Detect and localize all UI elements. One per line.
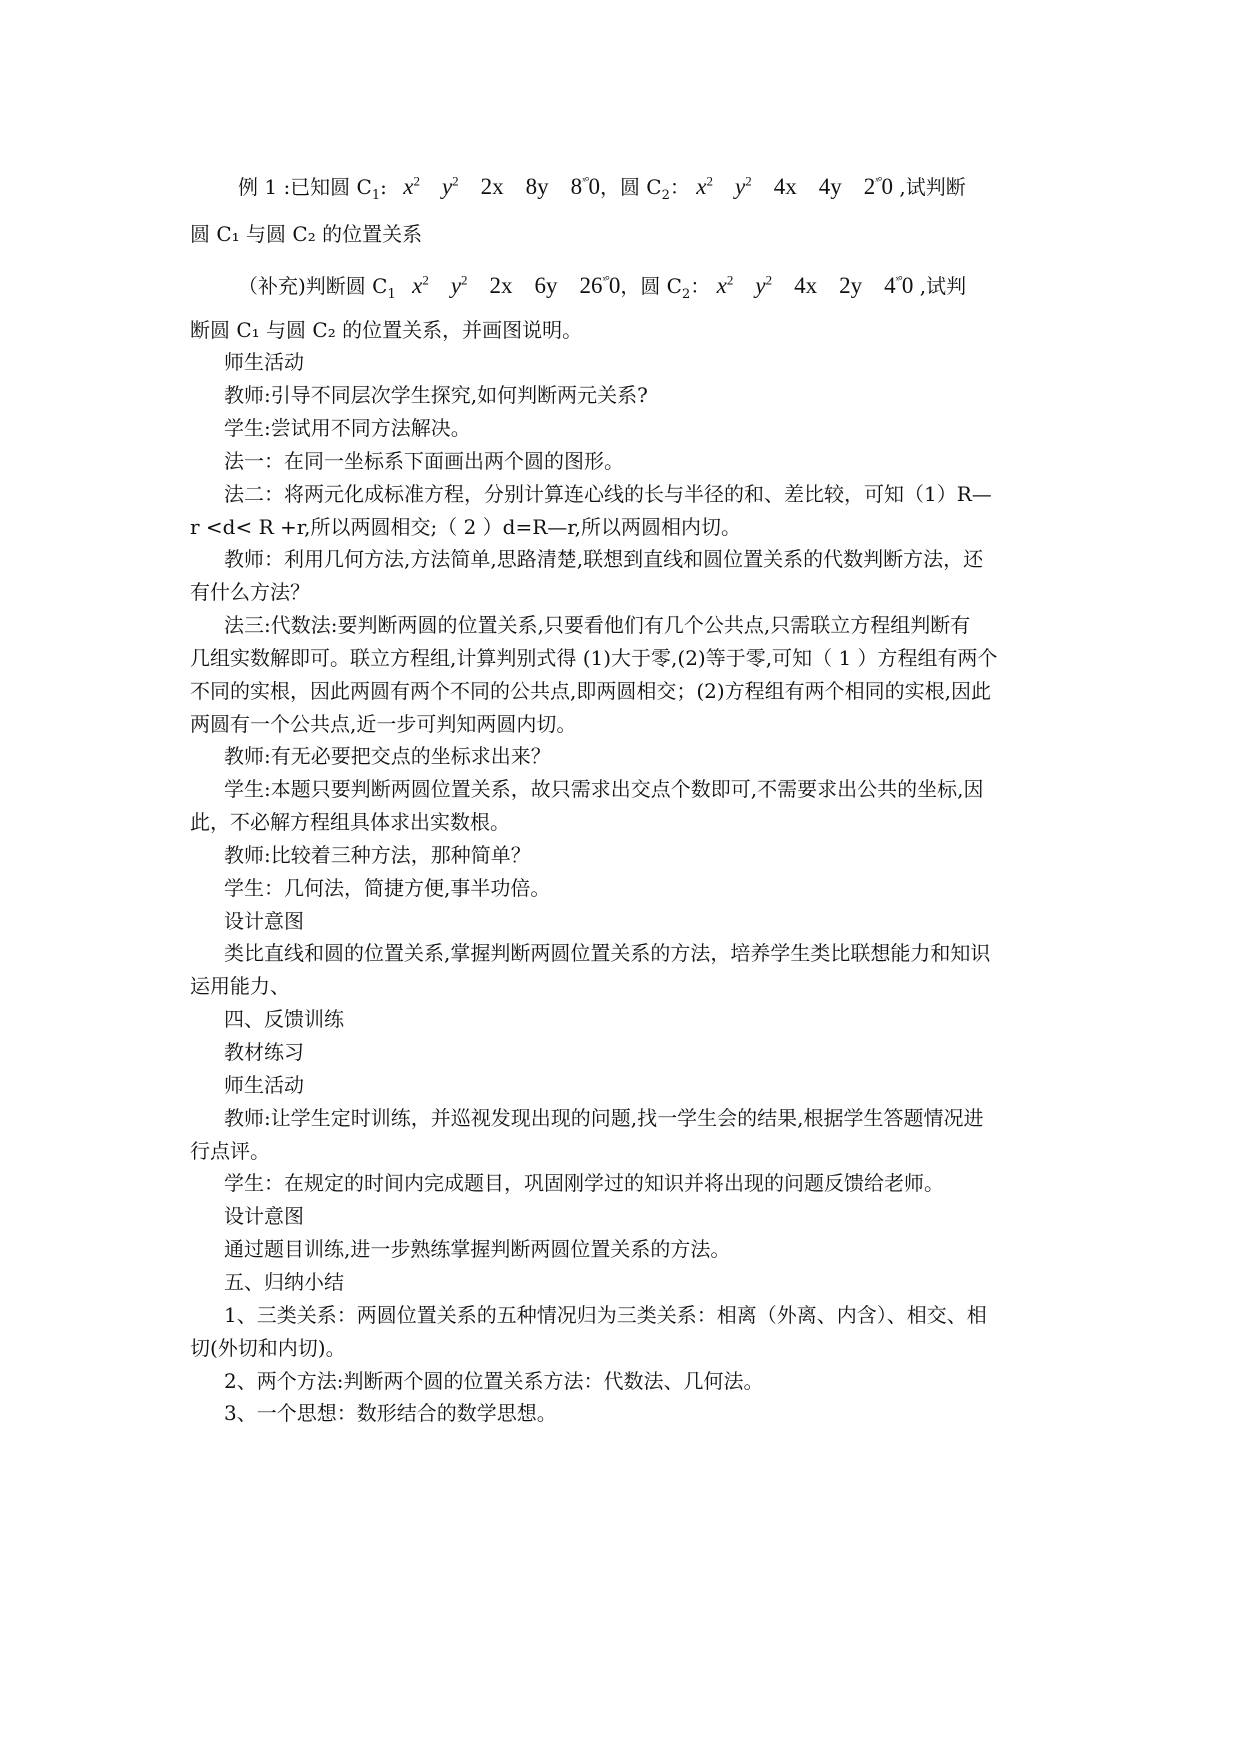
- c2-colon: ：: [690, 274, 711, 298]
- circle-c1-equation: [412, 273, 620, 298]
- paragraph-line: 师生活动: [224, 350, 304, 374]
- supplement-mid: ，圆 C: [620, 274, 682, 298]
- paragraph-line: 教材练习: [224, 1040, 304, 1064]
- paragraph-line: 教师:让学生定时训练，并巡视发现出现的问题,找一学生会的结果,根据学生答题情况进: [224, 1106, 984, 1130]
- section-heading: 四、反馈训练: [224, 1007, 344, 1031]
- term: 8y: [525, 174, 549, 199]
- example-1-line: [238, 166, 966, 211]
- example-1-line-2: 圆 C₁ 与圆 C₂ 的位置关系: [190, 222, 423, 246]
- term: 26: [579, 273, 603, 298]
- exponent: 2: [706, 173, 713, 189]
- c1-subscript: 1: [387, 287, 396, 302]
- term: y: [755, 273, 766, 298]
- zero: 0: [588, 174, 600, 199]
- supplement-line: [238, 265, 966, 310]
- paragraph-line: 学生:尝试用不同方法解决。: [224, 416, 471, 440]
- paragraph-line: 3、一个思想：数形结合的数学思想。: [224, 1401, 557, 1425]
- term: 4x: [794, 273, 818, 298]
- term: 2y: [839, 273, 863, 298]
- zero: 0: [608, 273, 621, 298]
- paragraph-line: 法二：将两元化成标准方程，分别计算连心线的长与半径的和、差比较，可知（1）R—: [224, 482, 992, 506]
- term: y: [450, 273, 462, 298]
- term: y: [441, 174, 453, 199]
- paragraph-line: 通过题目训练,进一步熟练掌握判断两圆位置关系的方法。: [224, 1237, 731, 1261]
- c2-colon: ：: [669, 175, 690, 199]
- term: 2: [863, 174, 876, 199]
- supplement-prefix: （补充)判断圆 C: [238, 274, 388, 298]
- term: 4x: [773, 174, 797, 199]
- paragraph-line: 两圆有一个公共点,近一步可判知两圆内切。: [190, 712, 577, 736]
- paragraph-line: 几组实数解即可。联立方程组,计算判别式得 (1)大于零,(2)等于零,可知（ 1 ）方程组有两个: [190, 646, 998, 670]
- equals-mark: ˣ°: [895, 273, 902, 287]
- exponent: 2: [745, 173, 752, 189]
- equals-mark: ˣ°: [875, 174, 882, 188]
- paragraph-line: 设计意图: [224, 1204, 304, 1228]
- paragraph-line: 设计意图: [224, 909, 304, 933]
- paragraph-line: 学生：在规定的时间内完成题目，巩固刚学过的知识并将出现的问题反馈给老师。: [224, 1171, 944, 1195]
- exponent: 2: [726, 272, 734, 288]
- paragraph-line: 法三:代数法:要判断两圆的位置关系,只要看他们有几个公共点,只需联立方程组判断有: [224, 613, 971, 637]
- paragraph-line: 不同的实根，因此两圆有两个不同的公共点,即两圆相交；(2)方程组有两个相同的实根,因此: [190, 679, 992, 703]
- term: 4: [884, 273, 896, 298]
- c1-subscript: 1: [371, 188, 381, 203]
- term: 4y: [818, 174, 842, 199]
- paragraph-line: 教师:比较着三种方法，那种简单？: [224, 843, 531, 867]
- term: x: [403, 174, 414, 199]
- paragraph-line: 切(外切和内切)。: [190, 1336, 346, 1360]
- circle-c2-equation: [717, 273, 914, 298]
- exponent: 2: [422, 272, 429, 288]
- term: x: [696, 174, 707, 199]
- equals-mark: ˣ°: [602, 273, 609, 287]
- example-1-prefix: 例 1 :已知圆 C: [238, 175, 372, 199]
- paragraph-line: 学生：几何法，简捷方便,事半功倍。: [224, 876, 551, 900]
- paragraph-line: 师生活动: [224, 1073, 304, 1097]
- paragraph-line: 教师:有无必要把交点的坐标求出来？: [224, 744, 551, 768]
- example-1-mid: ，圆 C: [599, 175, 662, 199]
- paragraph-line: 法一：在同一坐标系下面画出两个圆的图形。: [224, 449, 624, 473]
- supplement-suffix: ,试判: [913, 274, 967, 298]
- paragraph-line: 类比直线和圆的位置关系,掌握判断两圆位置关系的方法，培养学生类比联想能力和知识: [224, 941, 991, 965]
- circle-c1-equation: [403, 174, 600, 199]
- paragraph-line: 1、三类关系：两圆位置关系的五种情况归为三类关系：相离（外离、内含）、相交、相: [224, 1303, 987, 1327]
- paragraph-line: 教师:引导不同层次学生探究,如何判断两元关系?: [224, 383, 648, 407]
- exponent: 2: [452, 173, 459, 189]
- exponent: 2: [765, 272, 773, 288]
- paragraph-line: r <d< R +r,所以两圆相交;（ 2 ）d=R—r,所以两圆相内切。: [190, 515, 742, 539]
- paragraph-line: 行点评。: [190, 1139, 270, 1163]
- paragraph-line: 2、两个方法:判断两个圆的位置关系方法：代数法、几何法。: [224, 1369, 764, 1393]
- term: x: [412, 273, 423, 298]
- term: 2x: [489, 273, 513, 298]
- section-heading: 五、归纳小结: [224, 1270, 344, 1294]
- c2-subscript: 2: [661, 188, 670, 203]
- paragraph-line: 运用能力、: [190, 974, 290, 998]
- paragraph-line: 教师：利用几何方法,方法简单,思路清楚,联想到直线和圆位置关系的代数判断方法，还: [224, 547, 984, 571]
- exponent: 2: [461, 272, 468, 288]
- zero: 0: [901, 273, 914, 298]
- c2-subscript: 2: [682, 287, 691, 302]
- term: 8: [570, 174, 583, 199]
- term: 2x: [480, 174, 504, 199]
- paragraph-line: 有什么方法？: [190, 580, 310, 604]
- circle-c2-equation: [696, 174, 893, 199]
- zero: 0: [881, 174, 893, 199]
- term: 6y: [534, 273, 558, 298]
- term: y: [734, 174, 746, 199]
- exponent: 2: [413, 173, 420, 189]
- paragraph-line: 学生:本题只要判断两圆位置关系，故只需求出交点个数即可,不需要求出公共的坐标,因: [224, 777, 984, 801]
- paragraph-line: 此，不必解方程组具体求出实数根。: [190, 810, 510, 834]
- equals-mark: ˣ°: [582, 174, 589, 188]
- supplement-line-2: 断圆 C₁ 与圆 C₂ 的位置关系，并画图说明。: [190, 318, 583, 342]
- example-1-suffix: ,试判断: [892, 175, 966, 199]
- c1-colon: :: [380, 175, 387, 199]
- term: x: [716, 273, 727, 298]
